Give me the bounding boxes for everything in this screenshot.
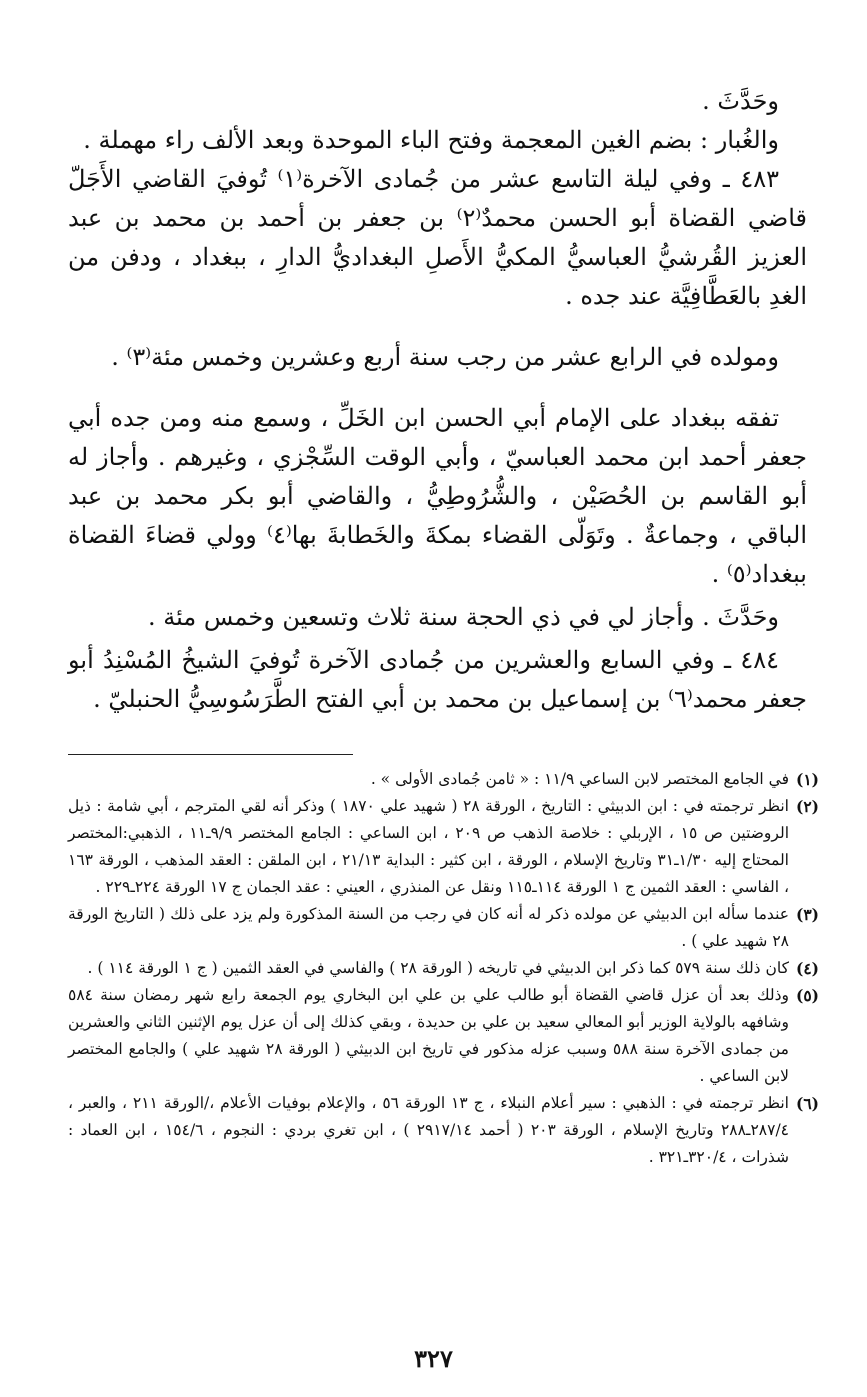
entry-484: ٤٨٤ ـ وفي السابع والعشرين من جُمادى الآخرة تُوفيَ الشيخُ المُسْنِدُ أبو جعفر محمد⁽٦⁾ بن إسماعيل بن محمد بن أبي الفتح الطَّرَسُوسِيُّ الحنبليّ . — [68, 646, 807, 713]
footnote — [68, 793, 819, 901]
paragraph: تفقه ببغداد على الإمام أبي الحسن ابن الخَلِّ ، وسمع منه ومن جده أبي جعفر أحمد ابن محمد العباسيّ ، وأبي الوقت السِّجْزي ، وغيرهم . وأجاز له أبو القاسم بن الحُصَيْن ، والشُّرُوطِيُّ ، والقاضي أبو بكر محمد بن عبد الباقي ، وجماعةٌ . وتَوَلّى القضاء بمكةَ والخَطابةَ بها⁽٤⁾ وولي قضاءَ القضاة ببغداد⁽٥⁾ . — [68, 404, 808, 588]
paragraph: وحَدَّثَ . — [702, 87, 779, 115]
footnote — [68, 982, 819, 1090]
footnote — [68, 1090, 819, 1171]
footnote — [68, 901, 819, 955]
footnote-text: عندما سأله ابن الدبيثي عن مولده ذكر له أنه كان في رجب من السنة المذكورة ولم يزد على ذلك ( التاريخ الورقة ٢٨ شهيد علي ) . — [68, 905, 789, 950]
footnote-divider — [68, 754, 353, 755]
footnote-text: في الجامع المختصر لابن الساعي ١١/٩ : « ثامن جُمادى الأولى » . — [370, 770, 789, 788]
footnote-number: (٤) — [795, 959, 819, 978]
entry-483: ٤٨٣ ـ وفي ليلة التاسع عشر من جُمادى الآخرة⁽١⁾ تُوفيَ القاضي الأَجَلّ قاضي القضاة أبو الحسن محمدٌ⁽٢⁾ بن جعفر بن أحمد بن محمد بن عبد العزيز القُرشيُّ العباسيُّ المكيُّ الأَصلِ البغداديُّ الدارِ ، ببغداد ، ودفن من الغدِ بالعَطَّافِيَّة عند جده . — [68, 165, 807, 310]
footnotes — [68, 766, 819, 1171]
footnote-number: (٣) — [795, 905, 819, 924]
spacer — [68, 377, 807, 399]
footnote-number: (٦) — [795, 1094, 819, 1113]
paragraph: والغُبار : بضم الغين المعجمة وفتح الباء الموحدة وبعد الألف راء مهملة . — [83, 126, 779, 154]
footnote-text: انظر ترجمته في : ابن الدبيثي : التاريخ ، الورقة ٢٨ ( شهيد علي ١٨٧٠ ) وذكر أنه لقي المترجم ، أبي شامة : ذيل الروضتين ص ١٥ ، الإربلي : خلاصة الذهب ص ٢٠٩ ، ابن الساعي : الجامع المختصر ٩/٩ـ١١ ، الذهبي:المختصر المحتاج إليه ١/٣٠ـ٣١ وتاريخ الإسلام ، الورقة ، ابن كثير : البداية ٢١/١٣ ، ابن الملقن : العقد المذهب ، الورقة ١٦٣ ، الفاسي : العقد الثمين ج ١ الورقة ١١٤ـ١١٥ ونقل عن المنذري ، العيني : عقد الجمان ج ١٧ الورقة ٢٢٤ـ٢٢٩ . — [68, 797, 790, 896]
footnote-text: كان ذلك سنة ٥٧٩ كما ذكر ابن الدبيثي في تاريخه ( الورقة ٢٨ ) والفاسي في العقد الثمين ( ج ١ الورقة ١١٤ ) . — [87, 959, 789, 977]
footnote-number: (١) — [795, 770, 819, 789]
footnote-number: (٥) — [795, 986, 819, 1005]
main-text — [68, 82, 807, 719]
footnote-number: (٢) — [795, 797, 819, 816]
paragraph: ومولده في الرابع عشر من رجب سنة أربع وعشرين وخمس مئة⁽٣⁾ . — [111, 343, 779, 371]
page-number: ٣٢٧ — [414, 1344, 453, 1373]
footnote-text: انظر ترجمته في : الذهبي : سير أعلام النبلاء ، ج ١٣ الورقة ٥٦ ، والإعلام بوفيات الأعلام ،/الورقة ٢١١ ، والعبر ، ٢٨٧/٤ـ٢٨٨ وتاريخ الإسلام ، الورقة ٢٠٣ ( أحمد ٢٩١٧/١٤ ) ، ابن تغري بردي : النجوم ، ١٥٤/٦ ، ابن العماد : شذرات ، ٣٢٠/٤ـ٣٢١ . — [68, 1094, 789, 1166]
footnote — [68, 955, 819, 982]
footnote — [68, 766, 819, 793]
spacer — [68, 316, 807, 338]
footnote-text: وذلك بعد أن عزل قاضي القضاة أبو طالب علي بن علي ابن البخاري يوم الجمعة رابع شهر رمضان سنة ٥٨٤ وشافهه بالولاية الوزير أبو المعالي سعيد بن علي بن حديدة ، وبقي كذلك إلى أن عزل يوم الإثنين الثاني والعشرين من جمادى الآخرة سنة ٥٨٨ وسبب عزله مذكور في تاريخ ابن الدبيثي ( الورقة ٢٨ شهيد علي ) والجامع المختصر لابن الساعي . — [68, 986, 789, 1085]
paragraph: وحَدَّثَ . وأجاز لي في ذي الحجة سنة ثلاث وتسعين وخمس مئة . — [148, 603, 779, 631]
